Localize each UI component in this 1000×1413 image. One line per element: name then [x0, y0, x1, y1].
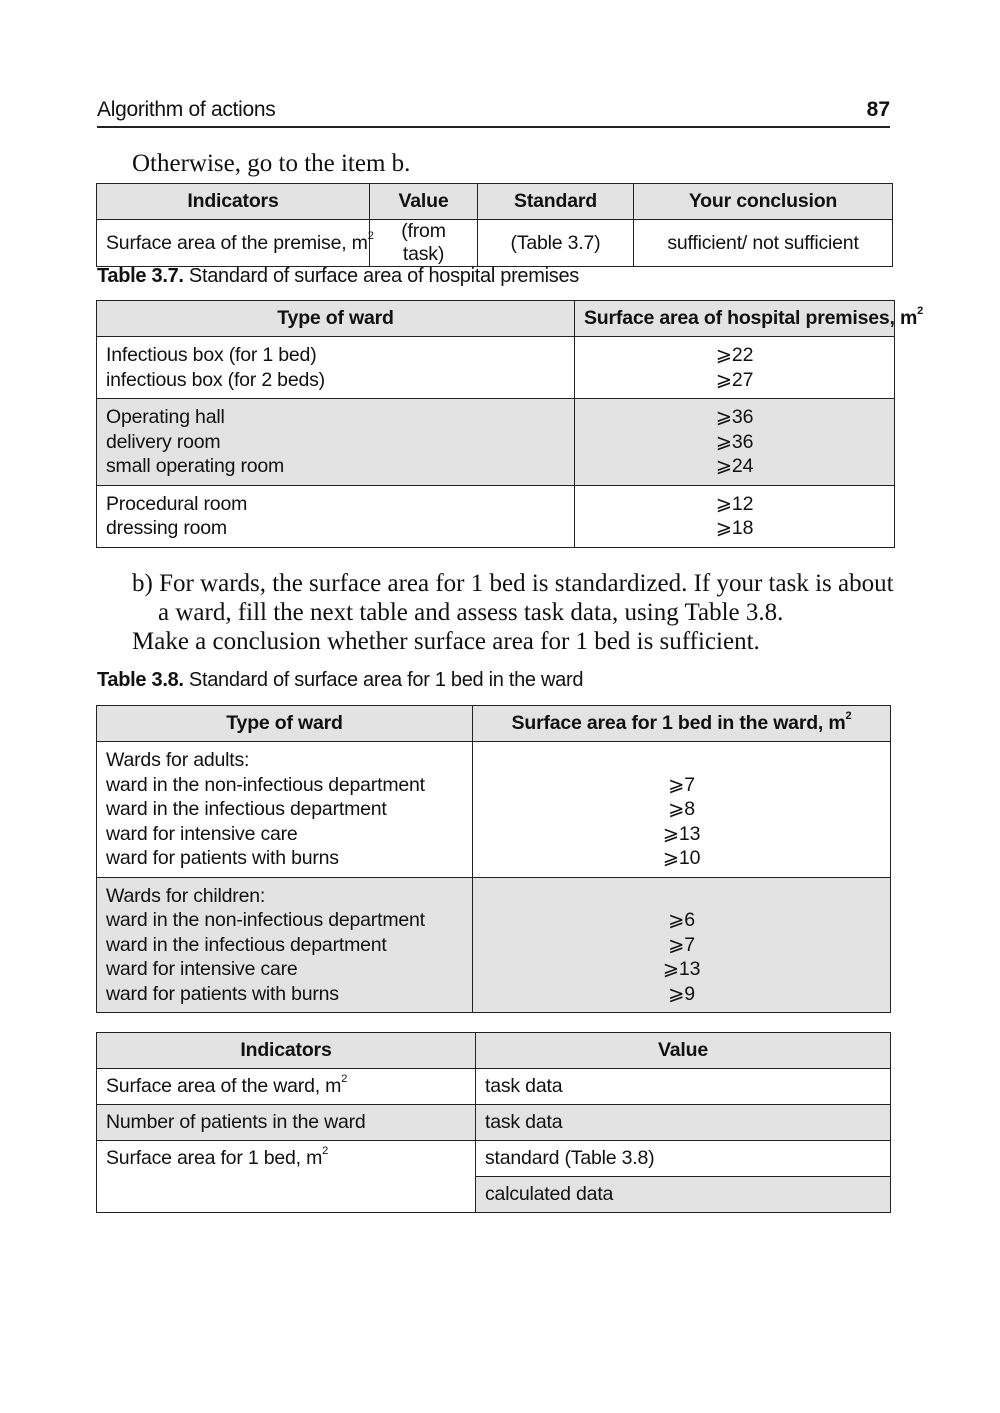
- table-header: Value: [476, 1033, 891, 1069]
- table-cell: standard (Table 3.8): [476, 1141, 891, 1177]
- table-3-8-caption: [97, 669, 583, 692]
- section-b-line-1: b) For wards, the surface area for 1 bed is standardized. If your task is about: [132, 570, 894, 597]
- area-value: ⩾8: [668, 798, 695, 820]
- header-text: Surface area for 1 bed in the ward, m: [511, 712, 846, 734]
- area-value: ⩾13: [662, 822, 701, 845]
- running-header: [97, 96, 890, 128]
- superscript: 2: [845, 710, 852, 722]
- page-number: 87: [866, 98, 890, 121]
- ward-type: infectious box (for 2 beds): [106, 368, 325, 391]
- ward-type: ward in the infectious department: [106, 933, 387, 956]
- table-header: [575, 301, 924, 337]
- table-cell: (Table 3.7): [478, 220, 634, 267]
- area-value: ⩾22: [715, 344, 754, 366]
- indicator-label: Surface area of the ward, m: [106, 1075, 342, 1097]
- table-row: [97, 1141, 891, 1177]
- table-cell: sufficient/ not sufficient: [634, 220, 893, 267]
- table-header: Standard: [478, 184, 634, 220]
- caption-text: Standard of surface area for 1 bed in the ward: [183, 669, 584, 691]
- superscript: 2: [367, 229, 374, 242]
- table-header: Value: [370, 184, 478, 220]
- caption-label: Table 3.7.: [97, 265, 184, 287]
- area-value: ⩾18: [715, 517, 754, 539]
- table-row: [97, 742, 891, 878]
- table-cell: [575, 337, 895, 399]
- intro-text: Otherwise, go to the item b.: [132, 150, 411, 177]
- table-cell: [473, 742, 891, 878]
- table-row: [97, 877, 891, 1013]
- table-cell: calculated data: [476, 1177, 891, 1213]
- conclusion-table: [96, 183, 893, 267]
- area-value: ⩾27: [715, 368, 754, 391]
- area-value: ⩾36: [715, 406, 754, 428]
- ward-type: ward for patients with burns: [106, 982, 339, 1005]
- ward-type: Infectious box (for 1 bed): [106, 344, 317, 366]
- table-3-7-caption: [97, 265, 579, 288]
- area-value: ⩾13: [662, 958, 701, 980]
- table-row: [97, 1105, 891, 1141]
- area-value: ⩾6: [668, 909, 695, 931]
- ward-type: ward in the infectious department: [106, 798, 387, 820]
- ward-type: ward for intensive care: [106, 958, 298, 980]
- table-cell: task data: [476, 1069, 891, 1105]
- area-value: ⩾36: [715, 430, 754, 453]
- table-row: [97, 1069, 891, 1105]
- table-header: [473, 706, 891, 742]
- caption-label: Table 3.8.: [97, 669, 184, 691]
- table-row: [97, 399, 895, 486]
- table-cell: [97, 742, 473, 878]
- section-b-line-3: Make a conclusion whether surface area for 1 bed is sufficient.: [132, 628, 760, 655]
- group-title: Wards for children:: [106, 884, 266, 907]
- table-3-8: [96, 705, 891, 1013]
- group-title: Wards for adults:: [106, 749, 250, 771]
- area-value: ⩾9: [668, 982, 695, 1005]
- table-cell: task data: [476, 1105, 891, 1141]
- area-value: ⩾7: [668, 933, 695, 956]
- area-value: ⩾10: [662, 847, 701, 869]
- table-row: [97, 485, 895, 547]
- table-cell: [97, 485, 575, 547]
- table-cell: [575, 485, 895, 547]
- table-header: Your conclusion: [634, 184, 893, 220]
- running-header-title: Algorithm of actions: [97, 98, 276, 121]
- ward-type: ward in the non-infectious department: [106, 773, 425, 796]
- table-cell: [97, 399, 575, 486]
- ward-type: ward for intensive care: [106, 822, 298, 845]
- table-header: Type of ward: [97, 706, 473, 742]
- table-cell: [575, 399, 895, 486]
- superscript: 2: [917, 305, 924, 317]
- table-header: Type of ward: [97, 301, 575, 337]
- ward-type: small operating room: [106, 455, 285, 477]
- table-3-7: [96, 300, 924, 548]
- table-cell: [473, 877, 891, 1013]
- ward-type: ward in the non-infectious department: [106, 909, 425, 931]
- table-cell: [97, 1069, 476, 1105]
- table-cell: [97, 877, 473, 1013]
- ward-type: delivery room: [106, 430, 221, 453]
- area-value: ⩾24: [715, 455, 754, 477]
- indicator-label: Surface area for 1 bed, m: [106, 1147, 323, 1169]
- table-header: Indicators: [97, 184, 370, 220]
- ward-type: Procedural room: [106, 492, 248, 515]
- table-row: [97, 337, 895, 399]
- table-header: Indicators: [97, 1033, 476, 1069]
- ward-calculation-table: [96, 1032, 891, 1213]
- indicator-label: Surface area of the premise, m: [106, 231, 368, 254]
- header-text: Surface area of hospital premises, m: [584, 307, 918, 329]
- superscript: 2: [322, 1145, 329, 1157]
- table-cell: [97, 1141, 476, 1213]
- ward-type: Operating hall: [106, 406, 225, 428]
- ward-type: dressing room: [106, 517, 227, 539]
- superscript: 2: [341, 1073, 348, 1085]
- ward-type: ward for patients with burns: [106, 847, 339, 869]
- table-cell: [97, 337, 575, 399]
- table-cell: (from task): [370, 220, 478, 267]
- area-value: ⩾12: [715, 492, 754, 515]
- caption-text: Standard of surface area of hospital premises: [183, 265, 579, 287]
- section-b-line-2: a ward, fill the next table and assess task data, using Table 3.8.: [158, 599, 784, 626]
- table-row: [97, 220, 893, 267]
- table-cell: Number of patients in the ward: [97, 1105, 476, 1141]
- table-cell: [97, 220, 374, 267]
- area-value: ⩾7: [668, 773, 695, 796]
